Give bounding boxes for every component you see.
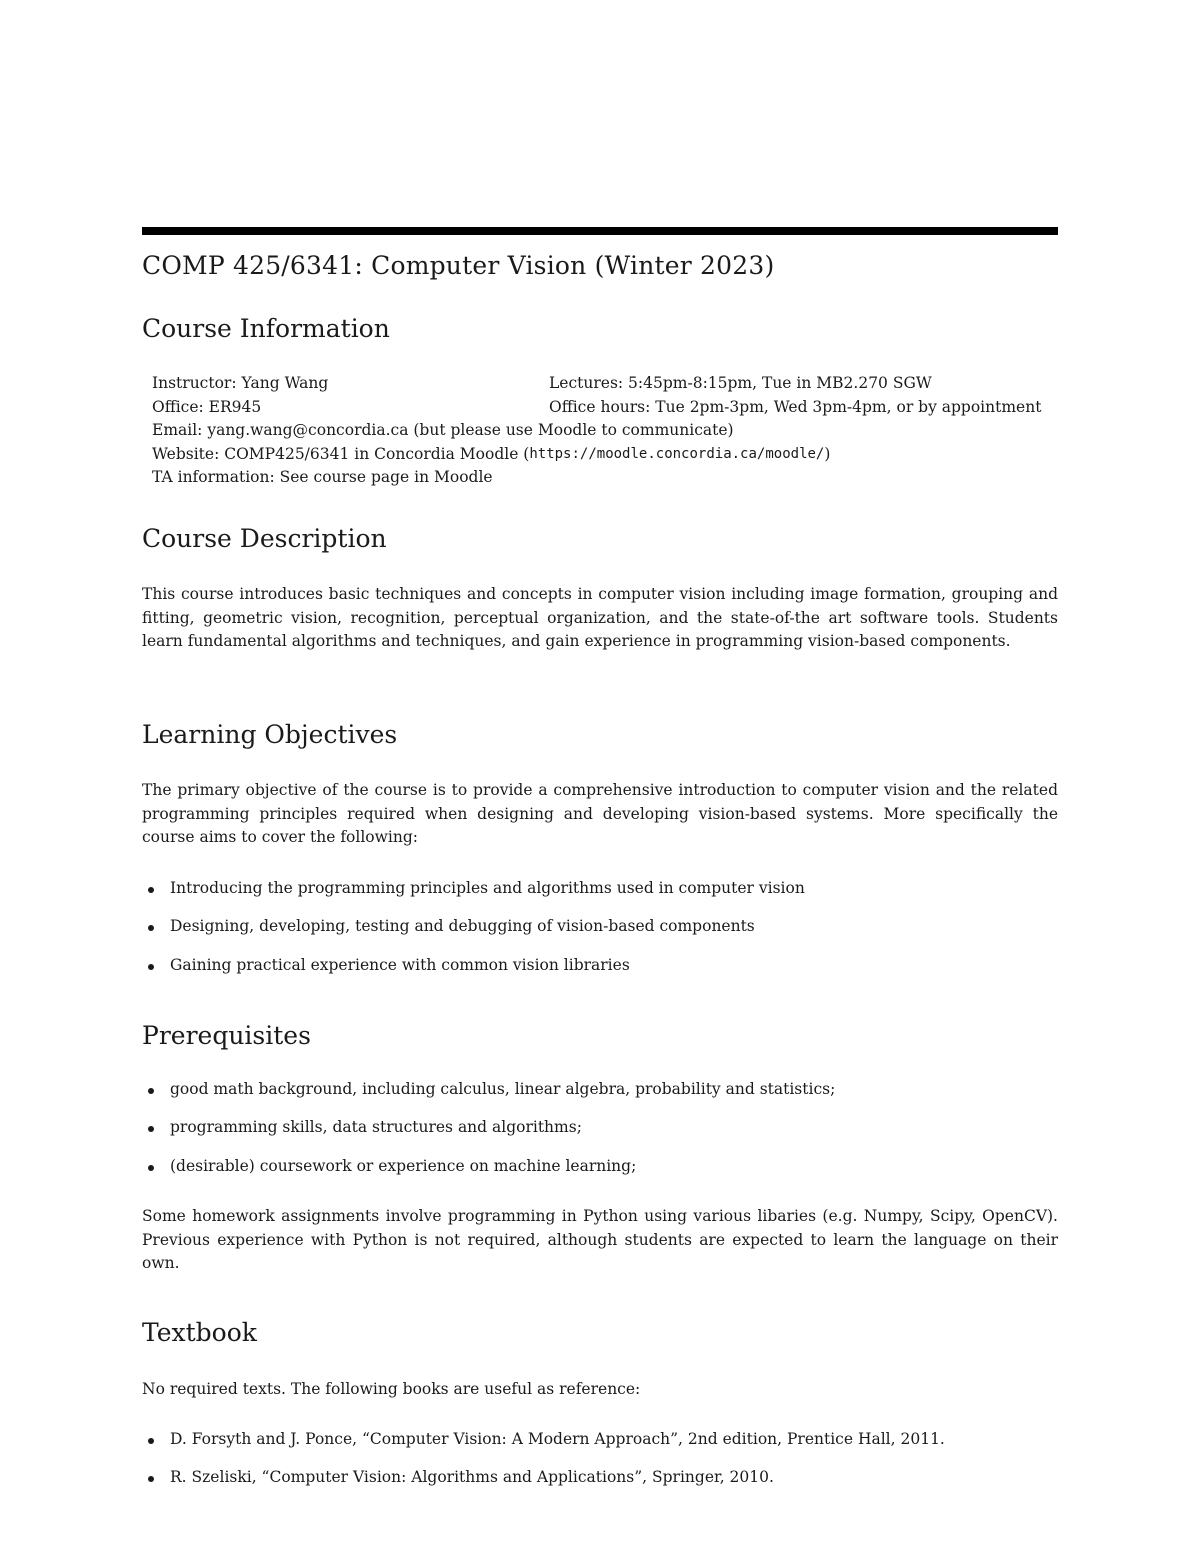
learning-objectives-text: The primary objective of the course is to provide a comprehensive introduction to computer vision and the related programming principles required when designing and developing vision-based systems. More specifically the course aims to cover the following:: [142, 781, 1058, 846]
website-prefix: Website: COMP425/6341 in Concordia Moodle (: [152, 444, 530, 463]
document-title: COMP 425/6341: Computer Vision (Winter 2023): [142, 251, 775, 280]
lectures-text: Lectures: 5:45pm-8:15pm, Tue in MB2.270 SGW: [549, 374, 932, 392]
info-row-2: [152, 396, 1112, 420]
course-description-text: This course introduces basic techniques and concepts in computer vision including image formation, grouping and fitting, geometric vision, recognition, perceptual organization, and the state-of-the art software tools. Students learn fundamental algorithms and techniques, and gain experience in programming vision-based components.: [142, 585, 1058, 650]
info-row-4: [152, 443, 1112, 467]
heading-prerequisites: Prerequisites: [142, 1021, 311, 1050]
email-text: Email: yang.wang@concordia.ca (but please use Moodle to communicate): [152, 421, 734, 439]
list-item: programming skills, data structures and algorithms;: [170, 1116, 1058, 1154]
syllabus-page: [142, 227, 1058, 1487]
list-item: Introducing the programming principles and algorithms used in computer vision: [170, 877, 1058, 915]
textbook-text: No required texts. The following books are useful as reference:: [142, 1380, 641, 1398]
office-text: Office: ER945: [152, 397, 262, 416]
bullet-icon: [148, 1088, 154, 1094]
office-hours-text: Office hours: Tue 2pm-3pm, Wed 3pm-4pm, or by appointment: [549, 397, 1042, 416]
textbook-list: [170, 1428, 1058, 1505]
bullet-icon: [148, 925, 154, 931]
website-suffix: ): [824, 444, 831, 463]
learning-objectives-list: [170, 877, 1058, 992]
instructor-text: Instructor: Yang Wang: [152, 374, 329, 392]
info-row-1: [152, 372, 1112, 396]
top-rule: [142, 227, 1058, 235]
heading-learning-objectives: Learning Objectives: [142, 720, 398, 749]
heading-course-information: Course Information: [142, 314, 390, 343]
bullet-icon: [148, 887, 154, 893]
list-item: Gaining practical experience with common vision libraries: [170, 954, 1058, 992]
prerequisites-text: Some homework assignments involve programming in Python using various libaries (e.g. Numpy, Scipy, OpenCV). Previous experience with Python is not required, although students are expected to learn the language on their own.: [142, 1207, 1058, 1272]
bullet-icon: [148, 1476, 154, 1482]
heading-course-description: Course Description: [142, 524, 387, 553]
list-item: D. Forsyth and J. Ponce, “Computer Vision: A Modern Approach”, 2nd edition, Prentice Hall, 2011.: [170, 1428, 1058, 1466]
list-item: (desirable) coursework or experience on machine learning;: [170, 1155, 1058, 1193]
ta-text: TA information: See course page in Moodle: [152, 468, 493, 486]
course-info-block: [152, 372, 1112, 490]
prerequisites-list: [170, 1078, 1058, 1193]
bullet-icon: [148, 964, 154, 970]
bullet-icon: [148, 1165, 154, 1171]
bullet-icon: [148, 1438, 154, 1444]
list-item: R. Szeliski, “Computer Vision: Algorithms and Applications”, Springer, 2010.: [170, 1466, 1058, 1504]
website-url-link[interactable]: https://moodle.concordia.ca/moodle/: [529, 445, 825, 462]
info-row-5: [152, 466, 1112, 490]
list-item: Designing, developing, testing and debugging of vision-based components: [170, 915, 1058, 953]
heading-textbook: Textbook: [142, 1318, 257, 1347]
list-item: good math background, including calculus, linear algebra, probability and statistics;: [170, 1078, 1058, 1116]
bullet-icon: [148, 1126, 154, 1132]
info-row-3: [152, 419, 1112, 443]
